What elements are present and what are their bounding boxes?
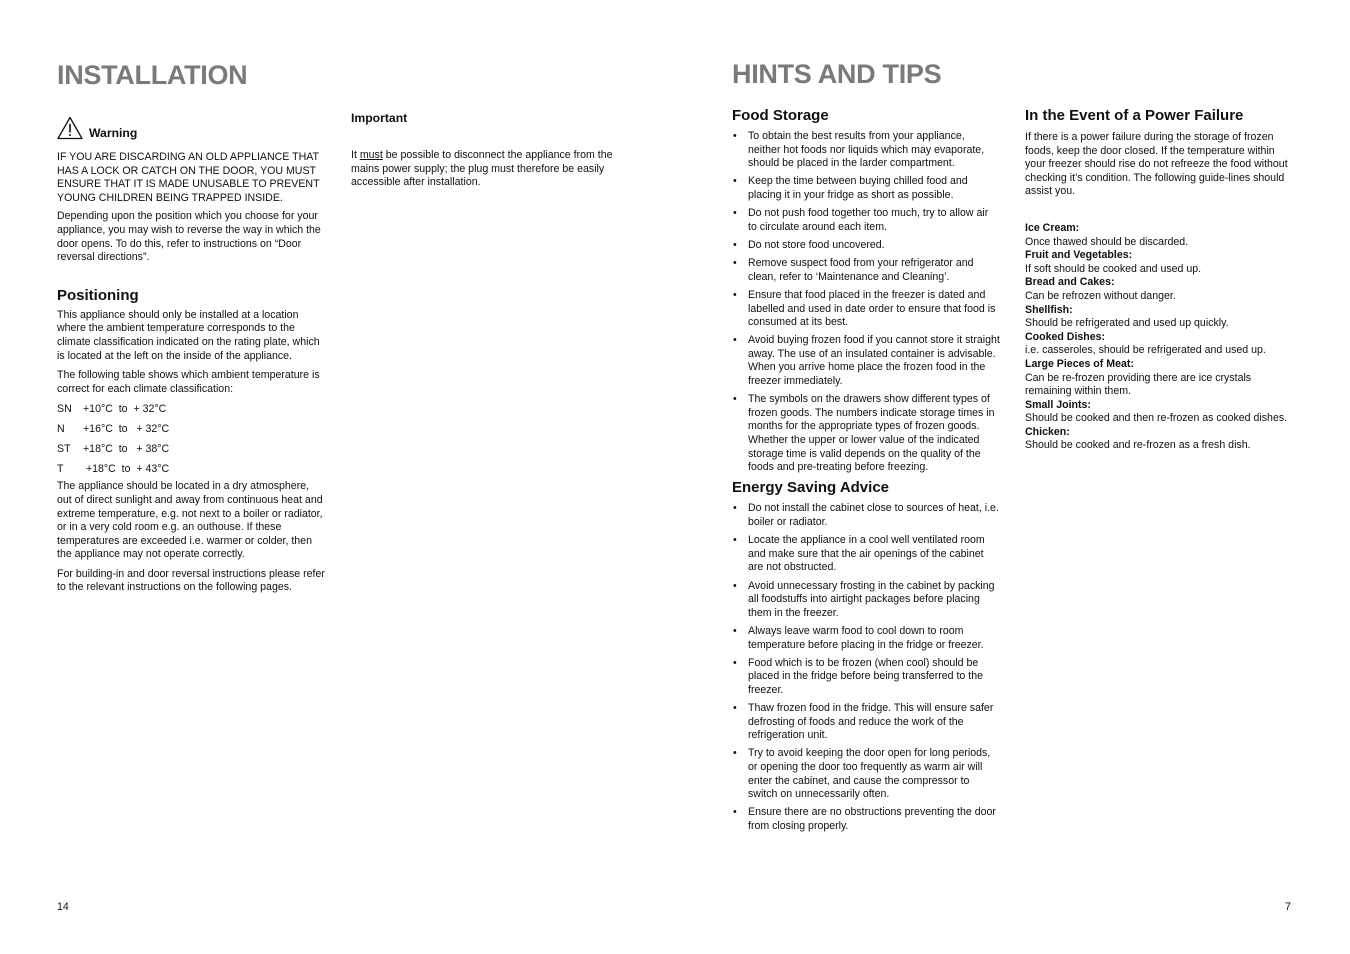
- food-label: Chicken:: [1025, 425, 1070, 438]
- list-item: • Ensure there are no obstructions preventing the door from closing properly.: [732, 806, 1000, 833]
- power-failure-heading: In the Event of a Power Failure: [1025, 107, 1244, 124]
- food-label: Bread and Cakes:: [1025, 276, 1115, 289]
- food-storage-list: [732, 130, 1000, 475]
- list-item: • Thaw frozen food in the fridge. This will ensure safer defrosting of foods and reduce the work of the refrigeration unit.: [732, 702, 1000, 743]
- list-item: • Food which is to be frozen (when cool) should be placed in the fridge before being transferred to the freezer.: [732, 657, 1000, 698]
- list-item: • Try to avoid keeping the door open for long periods, or opening the door too frequently as warm air will enter the cabinet, and cause the compressor to switch on unnecessarily often.: [732, 747, 1000, 801]
- food-storage-heading: Food Storage: [732, 107, 829, 124]
- important-rest: be possible to disconnect the appliance from the mains power supply; the plug must therefore be easily accessible after installation.: [351, 149, 613, 189]
- climate-row: [57, 423, 325, 443]
- page-number-right: 7: [1285, 901, 1291, 913]
- list-item: • Keep the time between buying chilled food and placing it in your fridge as short as possible.: [732, 175, 1000, 202]
- important-lead: It: [351, 149, 360, 161]
- warning-triangle-icon: [57, 116, 89, 140]
- energy-saving-heading: Energy Saving Advice: [732, 479, 890, 497]
- climate-table: [57, 403, 325, 480]
- important-emphasis: must: [359, 149, 383, 161]
- warning-caps-text: IF YOU ARE DISCARDING AN OLD APPLIANCE THAT HAS A LOCK OR CATCH ON THE DOOR, YOU MUST ENSURE THAT IT IS MADE UNUSABLE TO PREVENT YOUNG CHILDREN BEING TRAPPED INSIDE.: [57, 151, 320, 204]
- page-number-left: 14: [57, 901, 69, 913]
- climate-class: N: [57, 423, 65, 436]
- warning-label: Warning: [89, 126, 138, 140]
- warning-heading: [57, 114, 325, 140]
- food-label: Ice Cream:: [1025, 221, 1080, 234]
- list-item: • Remove suspect food from your refrigerator and clean, refer to ‘Maintenance and Cleaning’.: [732, 257, 1000, 284]
- power-failure-food-list: [1025, 222, 1297, 453]
- food-advice: Can be re-frozen providing there are ice crystals remaining within them.: [1025, 371, 1252, 398]
- installation-title: INSTALLATION: [57, 60, 248, 90]
- hints-and-tips-title: HINTS AND TIPS: [732, 59, 942, 89]
- climate-range: +10°C to + 32°C: [83, 403, 167, 416]
- list-item: • Do not store food uncovered.: [732, 239, 1000, 253]
- climate-class: T: [57, 463, 64, 476]
- list-item: • Locate the appliance in a cool well ventilated room and make sure that the air openings of the cabinet are not obstructed.: [732, 534, 1000, 575]
- climate-range: +16°C to + 32°C: [83, 423, 170, 436]
- climate-range: +18°C to + 38°C: [83, 443, 170, 456]
- list-item: • To obtain the best results from your appliance, neither hot foods nor liquids which may evaporate, should be placed in the larder compartment.: [732, 130, 1000, 171]
- positioning-heading: Positioning: [57, 286, 139, 304]
- door-reversal-note: Depending upon the position which you choose for your appliance, you may wish to reverse the way in which the door opens. To do this, refer to instructions on “Door reversal directions”.: [57, 210, 321, 264]
- food-advice: Should be cooked and then re-frozen as cooked dishes.: [1025, 412, 1288, 425]
- hints-column-1: [732, 107, 1000, 838]
- food-advice: Once thawed should be discarded.: [1025, 235, 1189, 248]
- list-item: • The symbols on the drawers show different types of frozen goods. The numbers indicate storage times in months for the appropriate types of frozen goods. Whether the upper or lower value of the indicated storage time is valid depends on the quality of the foods and pre-treating before freezing.: [732, 393, 1000, 475]
- hints-column-2: [1025, 107, 1297, 453]
- food-label: Fruit and Vegetables:: [1025, 249, 1133, 262]
- climate-class: SN: [57, 403, 72, 416]
- positioning-paragraph-1: This appliance should only be installed at a location where the ambient temperature corresponds to the climate classification indicated on the rating plate, which is located at the left on the inside of the appliance.: [57, 308, 320, 362]
- list-item: • Do not install the cabinet close to sources of heat, i.e. boiler or radiator.: [732, 502, 1000, 529]
- food-advice: Should be cooked and re-frozen as a fresh dish.: [1025, 439, 1251, 452]
- positioning-paragraph-2: The following table shows which ambient temperature is correct for each climate classification:: [57, 369, 320, 395]
- food-advice: Should be refrigerated and used up quickly.: [1025, 317, 1229, 330]
- climate-row: [57, 443, 325, 463]
- food-label: Large Pieces of Meat:: [1025, 357, 1134, 370]
- food-advice: If soft should be cooked and used up.: [1025, 262, 1202, 275]
- list-item: • Always leave warm food to cool down to room temperature before placing in the fridge or freezer.: [732, 625, 1000, 652]
- climate-class: ST: [57, 443, 71, 456]
- positioning-paragraph-3: The appliance should be located in a dry atmosphere, out of direct sunlight and away from continuous heat and extreme temperature, e.g. not next to a boiler or radiator, or in a very cold room e.g. an outhouse. If these temperatures are exceeded i.e. warmer or colder, then the appliance may not operate correctly.: [57, 480, 323, 561]
- important-heading: Important: [351, 111, 408, 125]
- food-label: Small Joints:: [1025, 398, 1091, 411]
- list-item: • Do not push food together too much, try to allow air to circulate around each item.: [732, 207, 1000, 234]
- food-advice: Can be refrozen without danger.: [1025, 289, 1176, 302]
- positioning-paragraph-4: For building-in and door reversal instructions please refer to the relevant instructions on the following pages.: [57, 567, 325, 594]
- climate-row: [57, 463, 325, 480]
- list-item: • Avoid buying frozen food if you cannot store it straight away. The use of an insulated container is advisable. When you arrive home place the frozen food in the freezer immediately.: [732, 334, 1000, 388]
- list-item: • Ensure that food placed in the freezer is dated and labelled and used in date order to ensure that food is consumed at its best.: [732, 289, 1000, 330]
- energy-saving-list: [732, 502, 1000, 833]
- installation-column-1: [57, 114, 325, 595]
- food-advice: i.e. casseroles, should be refrigerated and used up.: [1025, 344, 1266, 357]
- installation-column-2: [351, 111, 617, 190]
- climate-range: +18°C to + 43°C: [83, 463, 170, 476]
- list-item: • Avoid unnecessary frosting in the cabinet by packing all foodstuffs into airtight packages before placing them in the freezer.: [732, 580, 1000, 621]
- climate-row: [57, 403, 325, 423]
- power-failure-intro: If there is a power failure during the storage of frozen foods, keep the door closed. If the temperature within your freezer should rise do not refreeze the food without checking it’s condition. The following guide-lines should assist you.: [1025, 131, 1288, 198]
- food-label: Shellfish:: [1025, 303, 1073, 316]
- food-label: Cooked Dishes:: [1025, 330, 1106, 343]
- important-text: [351, 149, 617, 190]
